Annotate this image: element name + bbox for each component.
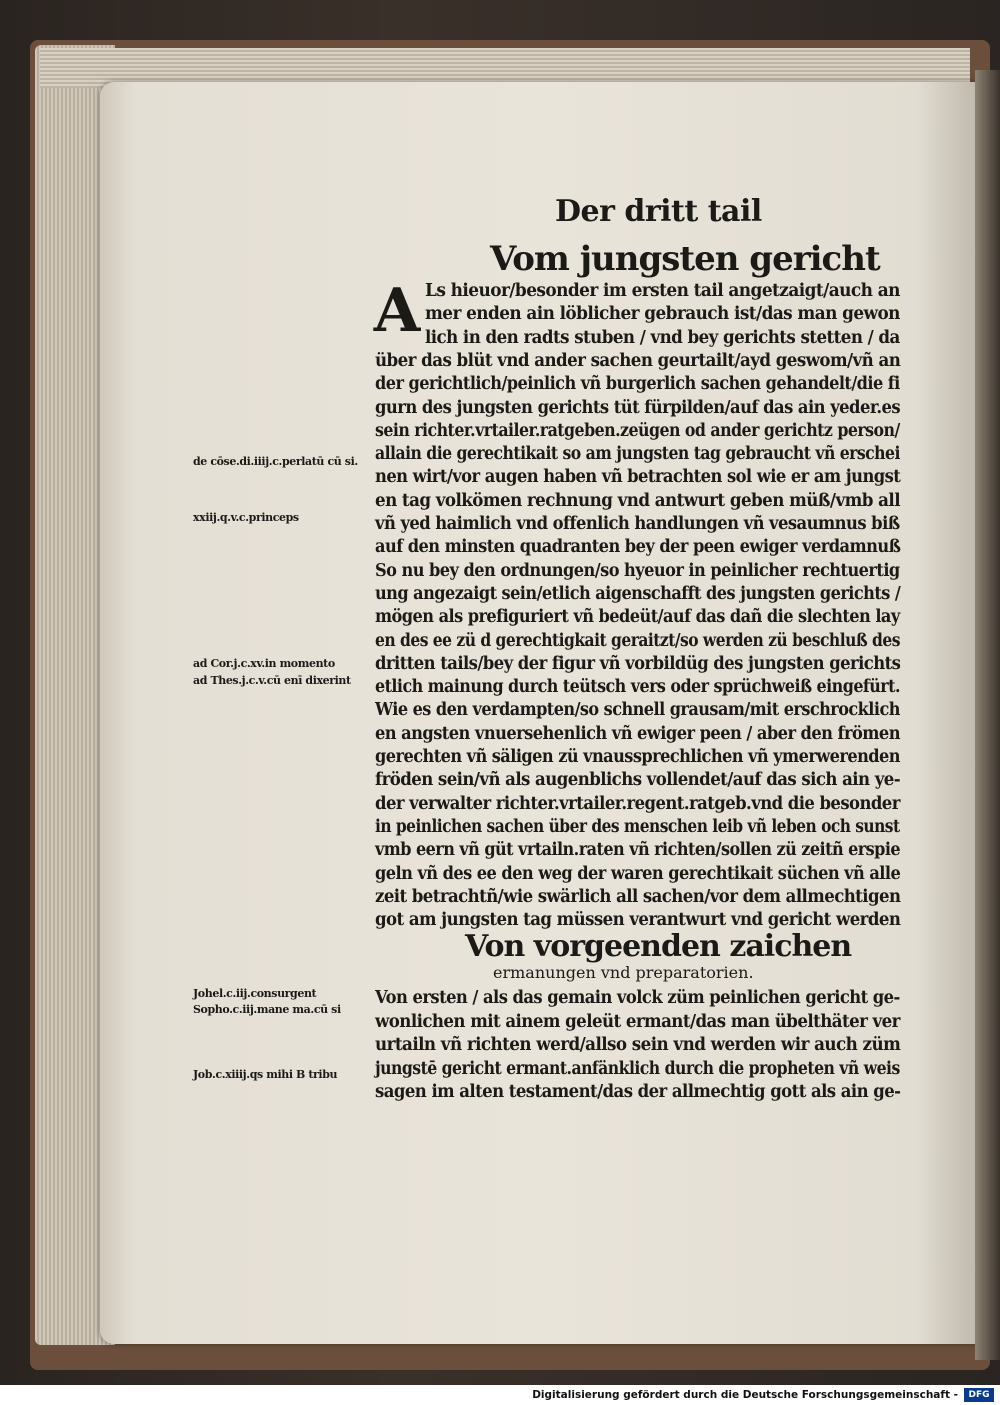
margin-note: ad Cor.j.c.xv.in momento — [193, 657, 335, 670]
text-line: Wie es den verdampten/so schnell grausam/mit erschrocklich — [375, 700, 900, 721]
margin-note: Sopho.c.iij.mane ma.cū si — [193, 1003, 341, 1016]
margin-note: xxiij.q.v.c.princeps — [193, 511, 299, 524]
text-line: ung angezaigt sein/etlich aigenschafft des jungsten gerichts / — [375, 583, 901, 604]
text-line: Von ersten / als das gemain volck züm peinlichen gericht ge- — [375, 988, 900, 1008]
text-line: sagen im alten testament/das der allmechtig gott als ain ge- — [375, 1082, 901, 1102]
text-line: en angsten vnuersehenlich vñ ewiger peen / aber den frömen — [375, 723, 900, 744]
text-line: sein richter.vrtailer.ratgeben.zeügen od ander gerichtz person/ — [375, 420, 900, 441]
text-line: wonlichen mit ainem geleüt ermant/das man übelthäter ver — [375, 1011, 900, 1032]
text-line: über das blüt vnd ander sachen geurtailt/ayd geswom/vñ an — [375, 350, 901, 371]
text-line: allain die gerechtikait so am jungsten tag gebraucht vñ erschei — [375, 444, 900, 465]
drop-cap: A — [373, 276, 421, 346]
footer-bar — [0, 1385, 1000, 1405]
text-line: vmb eern vñ güt vrtailn.raten vñ richten/sollen zü zeitñ erspie — [375, 840, 901, 861]
margin-note: Job.c.xiiij.qs mihi B tribu — [193, 1068, 338, 1081]
text-line: nen wirt/vor augen haben vñ betrachten sol wie er am jungst — [375, 467, 901, 488]
section-subheading: ermanungen vnd preparatorien. — [493, 963, 754, 982]
text-line: jungstē gericht ermant.anfänklich durch die propheten vñ weis — [375, 1058, 900, 1079]
text-line: gurn des jungsten gerichts tüt fürpilden/auf das ain yeder.es — [375, 397, 901, 418]
chapter-heading: Vom jungsten gericht — [490, 239, 880, 279]
section-heading: Von vorgeenden zaichen — [465, 929, 852, 964]
text-line: vñ yed haimlich vnd offenlich handlungen vñ vesaumnus biß — [375, 514, 900, 534]
text-line: got am jungsten tag müssen verantwurt vnd gericht werden — [375, 910, 901, 931]
text-line: auf den minsten quadranten bey der peen ewiger verdamnuß — [375, 537, 901, 558]
text-line: in peinlichen sachen über des menschen leib vñ leben och sunst — [375, 816, 900, 837]
text-line: zeit betrachtñ/wie swärlich all sachen/vor dem allmechtigen — [375, 886, 901, 907]
footer-credit: Digitalisierung gefördert durch die Deutsche Forschungsgemeinschaft - — [532, 1389, 958, 1401]
text-line: mer enden ain löblicher gebrauch ist/das man gewon — [425, 304, 900, 325]
text-line: So nu bey den ordnungen/so hyeuor in peinlicher rechtuertig — [375, 560, 900, 581]
text-line: dritten tails/bey der figur vñ vorbildüg des jungsten gerichts — [375, 653, 901, 674]
text-line: en des ee zü d gerechtigkait geraitzt/so werden zü beschluß des — [375, 630, 900, 651]
margin-note: Johel.c.iij.consurgent — [193, 987, 317, 1000]
margin-note: ad Thes.j.c.v.cū enī dixerint — [193, 674, 351, 687]
margin-note: de cōse.di.iiij.c.perlatū cū si. — [193, 455, 358, 468]
text-line: der gerichtlich/peinlich vñ burgerlich sachen gehandelt/die fi — [375, 374, 900, 395]
book-gutter — [975, 70, 1000, 1360]
text-line: fröden sein/vñ als augenblichs vollendet/auf das sich ain ye- — [375, 770, 901, 791]
text-line: urtailn vñ richten werd/allso sein vnd werden wir auch züm — [375, 1035, 901, 1055]
text-line: en tag volkömen rechnung vnd antwurt geben müß/vmb all — [375, 490, 900, 511]
text-line: gerechten vñ säligen zü vnaussprechlichen vñ ymerwerenden — [375, 747, 900, 767]
text-line: geln vñ des ee den weg der waren gerechtikait süchen vñ alle — [375, 863, 901, 884]
text-line: der verwalter richter.vrtailer.regent.ratgeb.vnd die besonder — [375, 793, 900, 814]
text-line: Ls hieuor/besonder im ersten tail angetzaigt/auch an — [425, 281, 900, 301]
text-line: lich in den radts stuben / vnd bey gerichts stetten / da — [425, 327, 900, 348]
dfg-logo: DFG — [964, 1388, 994, 1402]
text-line: mögen als prefiguriert vñ bedeüt/auf das dañ die slechten lay — [375, 607, 900, 628]
text-line: etlich mainung durch teütsch vers oder sprüchweiß eingefürt. — [375, 677, 900, 698]
running-title: Der dritt tail — [555, 194, 762, 229]
